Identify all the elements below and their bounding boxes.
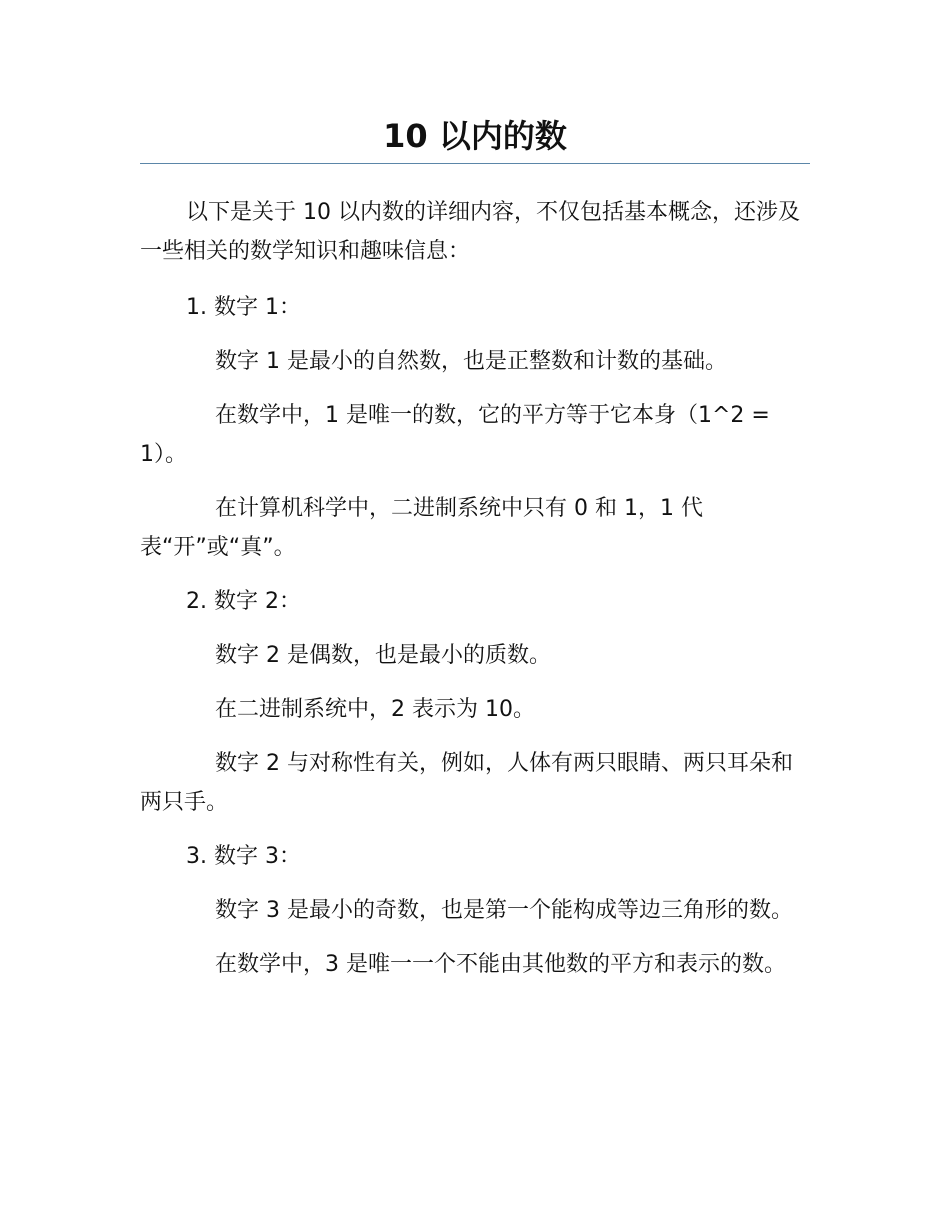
section-2-point-2: 在二进制系统中，2 表示为 10。 [215,697,535,722]
section-heading-1: 1. 数字 1： [186,295,301,320]
section-1-point-3: 在计算机科学中，二进制系统中只有 0 和 1，1 代表“开”或“真”。 [140,496,703,560]
section-1-point-1: 数字 1 是最小的自然数，也是正整数和计数的基础。 [215,349,727,374]
document-body [140,193,810,999]
section-3-point-1: 数字 3 是最小的奇数，也是第一个能构成等边三角形的数。 [215,898,793,923]
title-divider [140,163,810,164]
intro-paragraph: 以下是关于 10 以内数的详细内容，不仅包括基本概念，还涉及一些相关的数学知识和趣味信息： [140,200,800,264]
section-1-point-2: 在数学中，1 是唯一的数，它的平方等于它本身（1^2 = 1）。 [140,403,770,467]
page-title: 10 以内的数 [383,117,567,155]
section-3-point-2: 在数学中，3 是唯一一个不能由其他数的平方和表示的数。 [215,952,786,977]
section-2-point-3: 数字 2 与对称性有关，例如，人体有两只眼睛、两只耳朵和两只手。 [140,751,793,815]
section-2-point-1: 数字 2 是偶数，也是最小的质数。 [215,643,551,668]
section-heading-2: 2. 数字 2： [186,589,301,614]
section-heading-3: 3. 数字 3： [186,844,301,869]
